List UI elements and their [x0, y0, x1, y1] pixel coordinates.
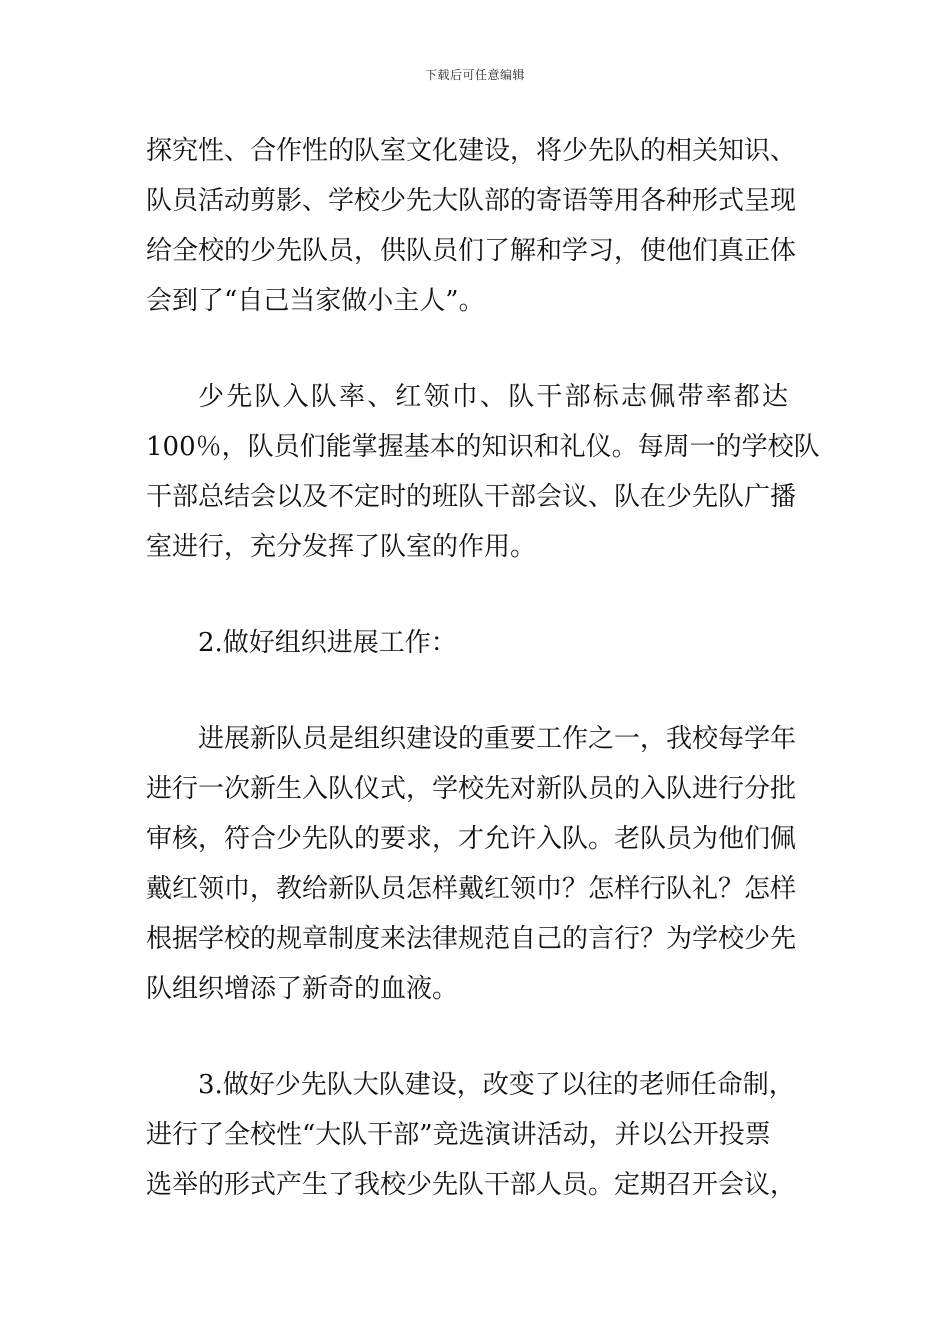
paragraph-5 — [146, 1060, 806, 1210]
paragraph-line: 戴红领巾，教给新队员怎样戴红领巾？怎样行队礼？怎样 — [146, 874, 797, 904]
paragraph-spacer — [146, 326, 806, 372]
paragraph-line: 室进行，充分发挥了队室的作用。 — [146, 532, 537, 562]
paragraph-spacer — [146, 572, 806, 618]
paragraph-1 — [146, 126, 806, 326]
paragraph-spacer — [146, 668, 806, 714]
document-body — [146, 126, 820, 1210]
paragraph-line: 100％，队员们能掌握基本的知识和礼仪。每周一的学校队 — [146, 432, 820, 462]
paragraph-line: 进行了全校性“大队干部”竞选演讲活动，并以公开投票 — [146, 1120, 771, 1150]
paragraph-line: 根据学校的规章制度来法律规范自己的言行？为学校少先 — [146, 924, 797, 954]
paragraph-line: 进展新队员是组织建设的重要工作之一，我校每学年 — [198, 724, 797, 754]
paragraph-line: 探究性、合作性的队室文化建设，将少先队的相关知识、 — [146, 136, 797, 166]
paragraph-line: 干部总结会以及不定时的班队干部会议、队在少先队广播 — [146, 482, 797, 512]
paragraph-spacer — [146, 1014, 806, 1060]
paragraph-line: 给全校的少先队员，供队员们了解和学习，使他们真正体 — [146, 236, 797, 266]
paragraph-line: 3.做好少先队大队建设，改变了以往的老师任命制， — [198, 1070, 795, 1100]
paragraph-line: 进行一次新生入队仪式，学校先对新队员的入队进行分批 — [146, 774, 797, 804]
paragraph-4 — [146, 714, 806, 1014]
header-note: 下载后可任意编辑 — [424, 68, 525, 82]
paragraph-line: 队组织增添了新奇的血液。 — [146, 974, 459, 1004]
paragraph-3-heading — [146, 618, 806, 668]
paragraph-line: 审核，符合少先队的要求，才允许入队。老队员为他们佩 — [146, 824, 797, 854]
paragraph-2 — [146, 372, 820, 572]
paragraph-line: 少先队入队率、红领巾、队干部标志佩带率都达 — [198, 382, 791, 412]
paragraph-line: 会到了“自己当家做小主人”。 — [146, 286, 485, 316]
paragraph-line: 选举的形式产生了我校少先队干部人员。定期召开会议， — [146, 1170, 797, 1200]
paragraph-line: 队员活动剪影、学校少先大队部的寄语等用各种形式呈现 — [146, 186, 797, 216]
section-heading: 2.做好组织进展工作： — [198, 628, 457, 658]
